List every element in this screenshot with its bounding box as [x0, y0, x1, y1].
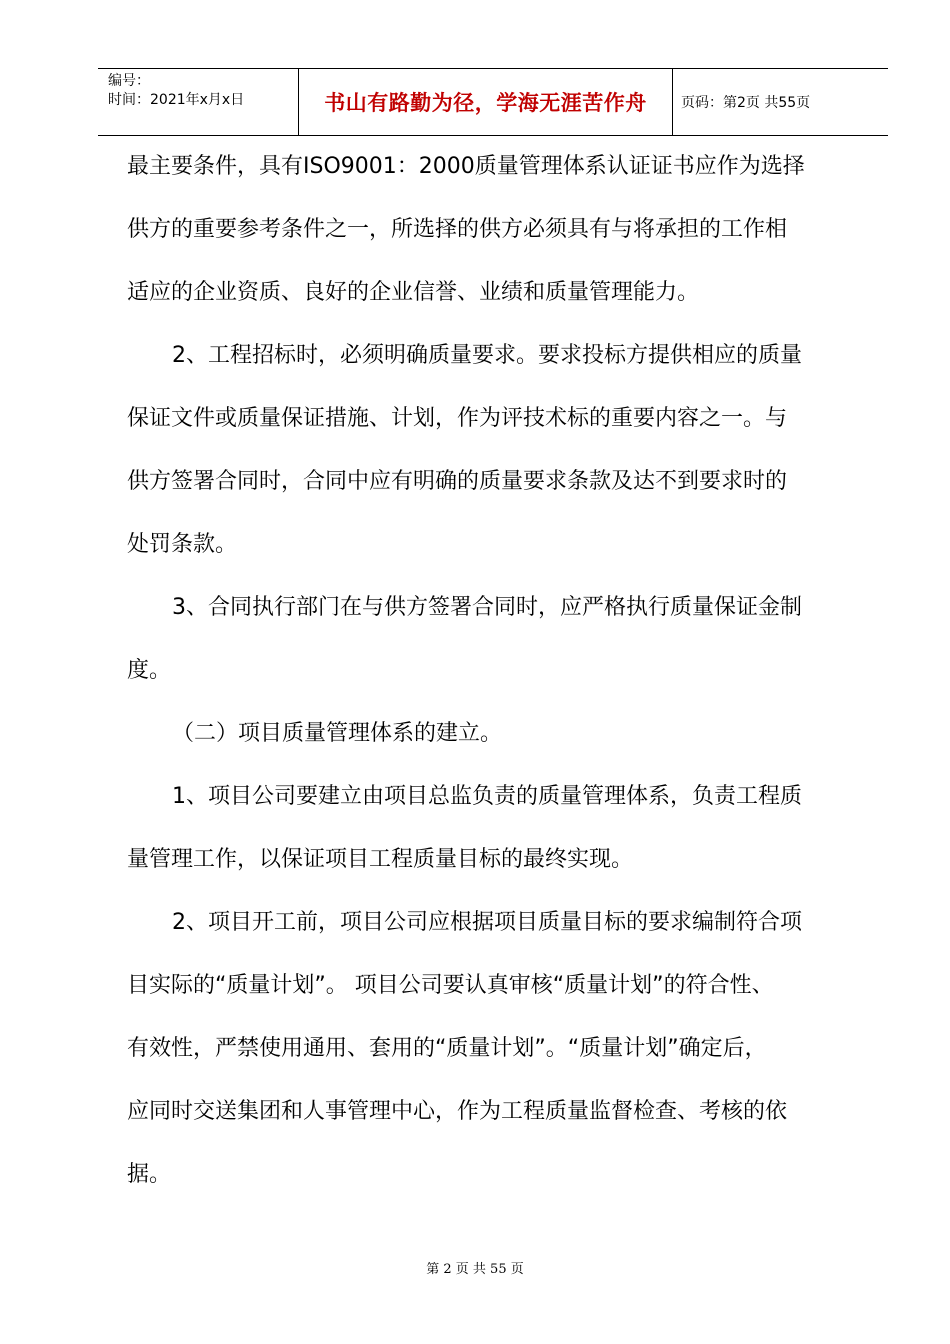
text-line: 度。 — [127, 658, 172, 683]
text-line: 适应的企业资质、良好的企业信誉、业绩和质量管理能力。 — [127, 280, 700, 305]
text-line: 2、工程招标时，必须明确质量要求。要求投标方提供相应的质量 — [172, 343, 802, 368]
page-footer: 第 2 页 共 55 页 — [426, 1262, 524, 1277]
text-line: 供方签署合同时，合同中应有明确的质量要求条款及达不到要求时的 — [127, 469, 788, 494]
text-line: 1、项目公司要建立由项目总监负责的质量管理体系，负责工程质 — [172, 784, 802, 809]
header-meta — [98, 69, 299, 135]
text-line: 处罚条款。 — [127, 532, 238, 557]
text-line: 保证文件或质量保证措施、计划，作为评技术标的重要内容之一。与 — [127, 406, 788, 431]
section-heading: （二）项目质量管理体系的建立。 — [172, 721, 503, 746]
header-page-info: 页码：第2页 共55页 — [681, 95, 811, 111]
text-line: 有效性，严禁使用通用、套用的“质量计划”。“质量计划”确定后， — [127, 1036, 767, 1061]
text-line: 目实际的“质量计划”。 项目公司要认真审核“质量计划”的符合性、 — [127, 973, 774, 998]
text-line: 2、项目开工前，项目公司应根据项目质量目标的要求编制符合项 — [172, 910, 802, 935]
doc-number-label: 编号： — [108, 73, 150, 89]
header-motto: 书山有路勤为径，学海无涯苦作舟 — [299, 69, 673, 135]
time-label: 时间：2021年x月x日 — [108, 92, 245, 108]
page-header — [98, 68, 888, 136]
text-line: 量管理工作，以保证项目工程质量目标的最终实现。 — [127, 847, 634, 872]
text-line: 应同时交送集团和人事管理中心，作为工程质量监督检查、考核的依 — [127, 1099, 788, 1124]
text-line: 最主要条件，具有ISO9001：2000质量管理体系认证证书应作为选择 — [127, 154, 805, 179]
text-line: 供方的重要参考条件之一，所选择的供方必须具有与将承担的工作相 — [127, 217, 788, 242]
text-line: 据。 — [127, 1162, 172, 1187]
text-line: 3、合同执行部门在与供方签署合同时，应严格执行质量保证金制 — [172, 595, 802, 620]
